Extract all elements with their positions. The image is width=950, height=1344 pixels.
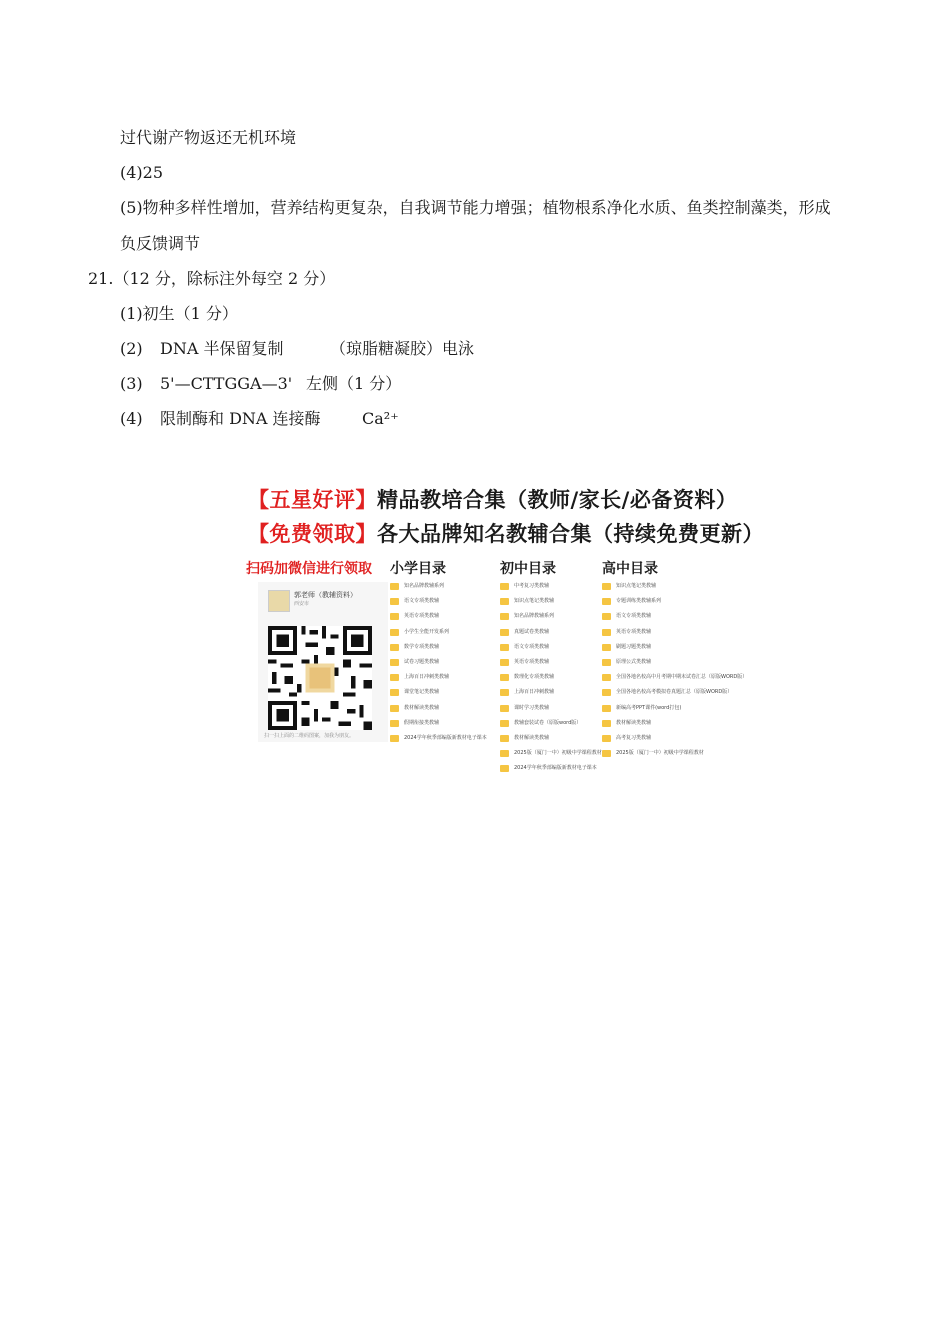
folder-item	[500, 717, 582, 732]
folder-item	[390, 656, 446, 671]
promo-headline-2	[248, 518, 764, 548]
folder-icon	[500, 598, 509, 605]
folder-label: 专题训练类教辅系列	[616, 598, 662, 605]
folder-label: 试卷习题类教辅	[404, 658, 440, 665]
folder-icon	[390, 674, 399, 681]
folder-item	[390, 702, 446, 717]
folder-item	[500, 671, 556, 686]
folder-item	[390, 595, 446, 610]
folder-label: 假期衔接类教辅	[404, 719, 440, 726]
folder-item	[602, 671, 748, 686]
folder-label: 刷题习题类教辅	[616, 643, 652, 650]
folder-label: 小学生全能开发系列	[404, 628, 450, 635]
folder-label: 知名品牌教辅系列	[514, 613, 555, 620]
folder-label: 2025版（厦门一中）初级中学课程教材	[514, 750, 602, 757]
folder-icon	[390, 598, 399, 605]
folder-item	[390, 671, 450, 686]
promo-banner	[242, 478, 764, 772]
folder-label: 知识点笔记类教辅	[514, 598, 555, 605]
folder-label: 新编高考PPT课件(word打包)	[616, 704, 682, 711]
folder-item	[602, 656, 658, 671]
folder-label: 中考复习类教辅	[514, 583, 550, 589]
question-heading: 21.（12 分，除标注外每空 2 分）	[88, 269, 336, 288]
card-name: 郭老师（教辅资料）	[294, 591, 357, 599]
folder-item	[500, 747, 602, 762]
answer-number: (3)	[120, 374, 143, 393]
promo-headline-1	[248, 484, 737, 514]
folder-icon	[500, 720, 509, 727]
answer-text: 左侧（1 分）	[306, 374, 402, 393]
folder-icon	[500, 613, 509, 620]
folder-label: 英语专项类教辅	[514, 658, 550, 665]
folder-item	[500, 580, 556, 595]
folder-label: 英语专项类教辅	[616, 628, 652, 635]
answer-line: (1)初生（1 分）	[120, 304, 238, 323]
folder-icon	[602, 689, 611, 696]
folder-icon	[602, 613, 611, 620]
scan-instruction: 扫码加微信进行领取	[246, 561, 372, 577]
folder-icon	[500, 659, 509, 666]
folder-item	[602, 702, 682, 717]
folder-icon	[390, 644, 399, 651]
folder-item	[500, 702, 556, 717]
folder-icon	[602, 750, 611, 757]
folder-icon	[602, 735, 611, 742]
folder-icon	[602, 629, 611, 636]
folder-icon	[500, 689, 509, 696]
folder-label: 知名品牌教辅系列	[404, 583, 445, 589]
directory-title: 初中目录	[500, 561, 556, 577]
answer-line: (4)25	[120, 163, 164, 182]
folder-icon	[500, 674, 509, 681]
folder-label: 教辅套装试卷（原版word版）	[514, 719, 582, 726]
avatar	[268, 590, 290, 612]
folder-item	[602, 626, 658, 641]
folder-item	[500, 656, 556, 671]
answer-number: (2)	[120, 339, 143, 358]
answer-text: DNA 半保留复制	[160, 339, 284, 358]
answer-text: （琼脂糖凝胶）电泳	[330, 339, 475, 358]
answer-text: 限制酶和 DNA 连接酶	[160, 409, 321, 428]
folder-icon	[602, 583, 611, 590]
folder-icon	[390, 735, 399, 742]
card-location: 西安市	[294, 601, 310, 607]
folder-label: 语文专项类教辅	[404, 598, 440, 605]
directory-column-middle	[500, 558, 602, 777]
directory-title: 小学目录	[390, 561, 446, 577]
folder-item	[602, 686, 733, 701]
card-footnote: 扫一扫上面的二维码图案，加我为朋友。	[264, 733, 355, 739]
folder-item	[390, 610, 446, 625]
folder-icon	[390, 613, 399, 620]
folder-label: 语文专项类教辅	[514, 643, 550, 650]
folder-icon	[500, 705, 509, 712]
promo-text: 各大品牌知名教辅合集（持续免费更新）	[377, 522, 764, 546]
folder-item	[390, 717, 446, 732]
folder-item	[390, 641, 446, 656]
folder-icon	[500, 735, 509, 742]
folder-item	[390, 732, 487, 747]
folder-icon	[500, 583, 509, 590]
folder-label: 课堂笔记类教辅	[404, 689, 440, 696]
folder-label: 高考复习类教辅	[616, 734, 652, 741]
answer-line: 过代谢产物返还无机环境	[120, 128, 297, 147]
folder-icon	[500, 644, 509, 651]
folder-item	[500, 595, 556, 610]
folder-label: 全国各地名校高中月考期中期末试卷汇总（原版WORD版）	[616, 674, 748, 681]
folder-label: 全国各地名校高考模拟卷真题汇总（原版WORD版）	[616, 689, 733, 696]
folder-icon	[390, 689, 399, 696]
folder-item	[390, 686, 446, 701]
qr-code-icon	[268, 626, 372, 730]
answer-text: 5'—CTTGGA—3'	[160, 374, 293, 393]
folder-item	[390, 580, 446, 595]
folder-item	[390, 626, 450, 641]
folder-label: 教材解读类教辅	[616, 719, 652, 726]
folder-icon	[602, 705, 611, 712]
folder-label: 数学专项类教辅	[404, 643, 440, 650]
folder-icon	[390, 705, 399, 712]
folder-icon	[602, 674, 611, 681]
answer-line: (5)物种多样性增加，营养结构更复杂，自我调节能力增强；植物根系净化水质、鱼类控制藻类，形成	[120, 198, 831, 217]
answer-number: (4)	[120, 409, 143, 428]
folder-label: 2024学年秋季部编版新教材电子课本	[404, 734, 487, 741]
folder-icon	[602, 644, 611, 651]
folder-icon	[500, 750, 509, 757]
answer-line: 负反馈调节	[120, 234, 201, 253]
promo-text: 精品教培合集（教师/家长/必备资料）	[377, 488, 738, 512]
folder-label: 上海百日冲刺类教辅	[404, 674, 450, 681]
folder-item	[602, 580, 658, 595]
answer-text: Ca²⁺	[362, 409, 399, 428]
directory-title: 高中目录	[602, 561, 658, 577]
folder-label: 教材解读类教辅	[514, 734, 550, 741]
folder-label: 语文专项类教辅	[616, 613, 652, 620]
folder-icon	[500, 765, 509, 772]
folder-label: 教材解读类教辅	[404, 704, 440, 711]
folder-icon	[602, 720, 611, 727]
folder-item	[500, 626, 556, 641]
directory-column-primary	[390, 558, 487, 747]
folder-label: 课时学习类教辅	[514, 704, 550, 711]
folder-item	[602, 747, 704, 762]
folder-label: 数理化专项类教辅	[514, 674, 555, 681]
promo-tag: 【免费领取】	[248, 522, 377, 546]
folder-icon	[390, 629, 399, 636]
folder-icon	[390, 583, 399, 590]
folder-item	[602, 610, 658, 625]
folder-label: 2025版（厦门一中）初级中学课程教材	[616, 750, 704, 757]
folder-icon	[390, 720, 399, 727]
folder-item	[602, 732, 658, 747]
folder-label: 知识点笔记类教辅	[616, 583, 657, 589]
folder-icon	[602, 659, 611, 666]
folder-label: 原理公式类教辅	[616, 658, 652, 665]
folder-label: 英语专项类教辅	[404, 613, 440, 620]
folder-item	[500, 762, 597, 777]
promo-tag: 【五星好评】	[248, 488, 377, 512]
directory-column-high	[602, 558, 748, 762]
folder-icon	[602, 598, 611, 605]
folder-icon	[390, 659, 399, 666]
folder-item	[500, 732, 556, 747]
folder-label: 上海百日冲刺教辅	[514, 689, 555, 696]
folder-label: 2024学年秋季部编版新教材电子课本	[514, 765, 597, 772]
folder-item	[602, 595, 662, 610]
wechat-card	[258, 582, 388, 742]
folder-item	[602, 717, 658, 732]
folder-item	[500, 641, 556, 656]
folder-item	[500, 686, 556, 701]
folder-item	[500, 610, 556, 625]
folder-label: 真题试卷类教辅	[514, 628, 550, 635]
folder-icon	[500, 629, 509, 636]
folder-item	[602, 641, 658, 656]
